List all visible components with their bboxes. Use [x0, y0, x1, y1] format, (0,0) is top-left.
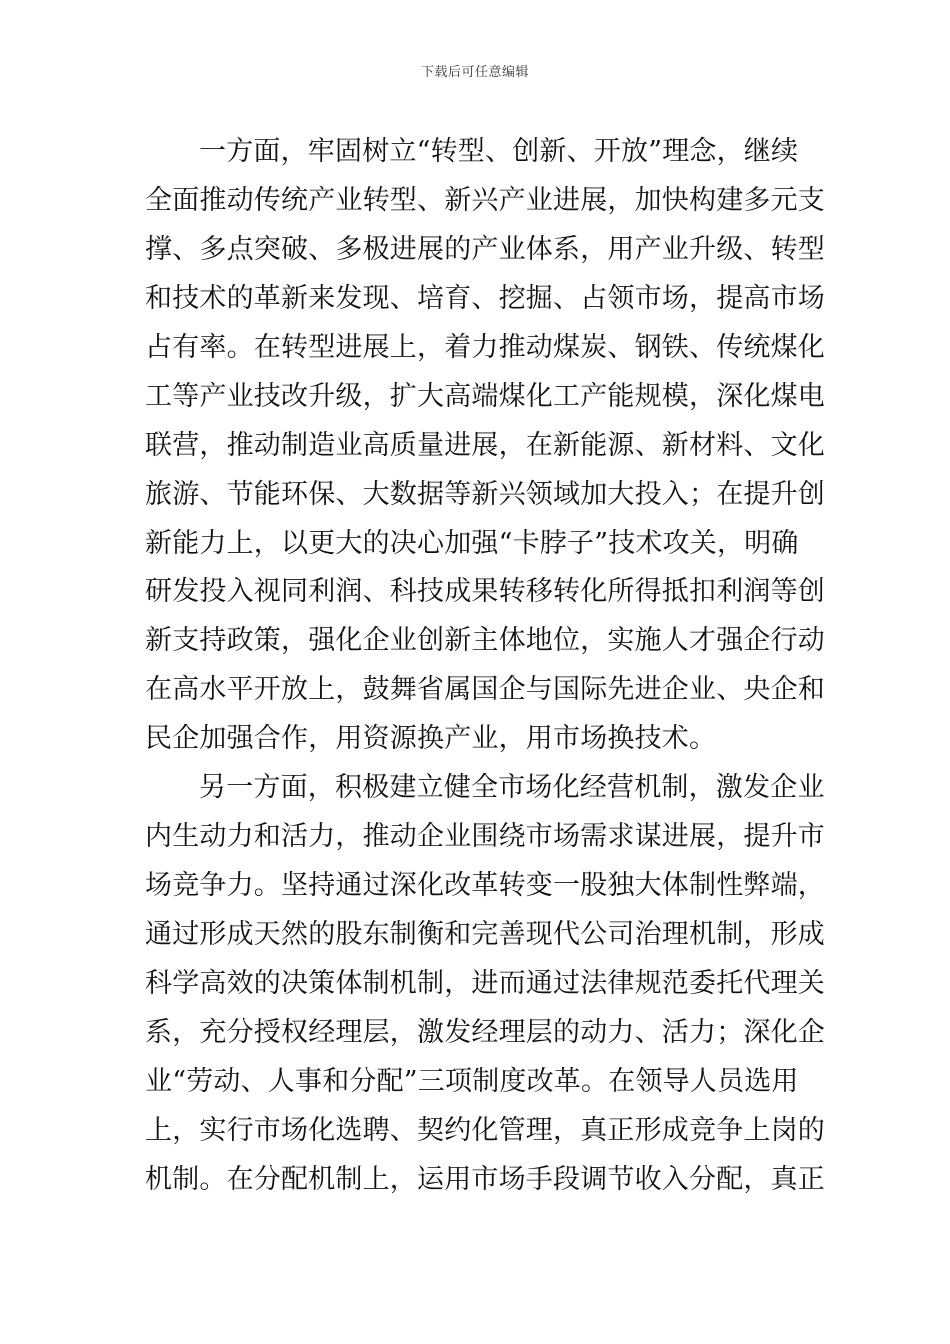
text-line: 民企加强合作，用资源换产业，用市场换技术。: [145, 723, 717, 755]
text-line: 在高水平开放上，鼓舞省属国企与国际先进企业、央企和: [145, 674, 825, 706]
paragraph-2: [145, 764, 825, 1204]
text-line: 新能力上，以更大的决心加强“卡脖子”技术攻关，明确: [145, 527, 799, 559]
text-line: 和技术的革新来发现、培育、挖掘、占领市场，提高市场: [145, 282, 825, 314]
text-line: 工等产业技改升级，扩大高端煤化工产能规模，深化煤电: [145, 380, 825, 412]
page-header: 下载后可任意编辑: [420, 65, 529, 80]
text-line: 占有率。在转型进展上，着力推动煤炭、钢铁、传统煤化: [145, 331, 825, 363]
text-line: 上，实行市场化选聘、契约化管理，真正形成竞争上岗的: [145, 1114, 825, 1146]
text-line: 科学高效的决策体制机制，进而通过法律规范委托代理关: [145, 967, 825, 999]
text-line: 业“劳动、人事和分配”三项制度改革。在领导人员选用: [145, 1065, 799, 1097]
text-line: 旅游、节能环保、大数据等新兴领域加大投入；在提升创: [145, 478, 825, 510]
document-body: [145, 128, 825, 1205]
text-line: 一方面，牢固树立“转型、创新、开放”理念，继续: [199, 136, 799, 167]
text-line: 全面推动传统产业转型、新兴产业进展，加快构建多元支: [145, 184, 825, 216]
text-line: 通过形成天然的股东制衡和完善现代公司治理机制，形成: [145, 919, 825, 950]
text-line: 机制。在分配机制上，运用市场手段调节收入分配，真正: [145, 1163, 825, 1195]
text-line: 场竞争力。坚持通过深化改革转变一股独大体制性弊端，: [145, 870, 825, 902]
paragraph-1: [145, 128, 825, 764]
text-line: 系，充分授权经理层，激发经理层的动力、活力；深化企: [145, 1016, 825, 1048]
text-line: 新支持政策，强化企业创新主体地位，实施人才强企行动: [145, 625, 825, 657]
text-line: 另一方面，积极建立健全市场化经营机制，激发企业: [199, 772, 825, 804]
text-line: 内生动力和活力，推动企业围绕市场需求谋进展，提升市: [145, 821, 825, 853]
text-line: 研发投入视同利润、科技成果转移转化所得抵扣利润等创: [145, 576, 825, 608]
text-line: 撑、多点突破、多极进展的产业体系，用产业升级、转型: [145, 233, 825, 265]
text-line: 联营，推动制造业高质量进展，在新能源、新材料、文化: [145, 429, 825, 461]
